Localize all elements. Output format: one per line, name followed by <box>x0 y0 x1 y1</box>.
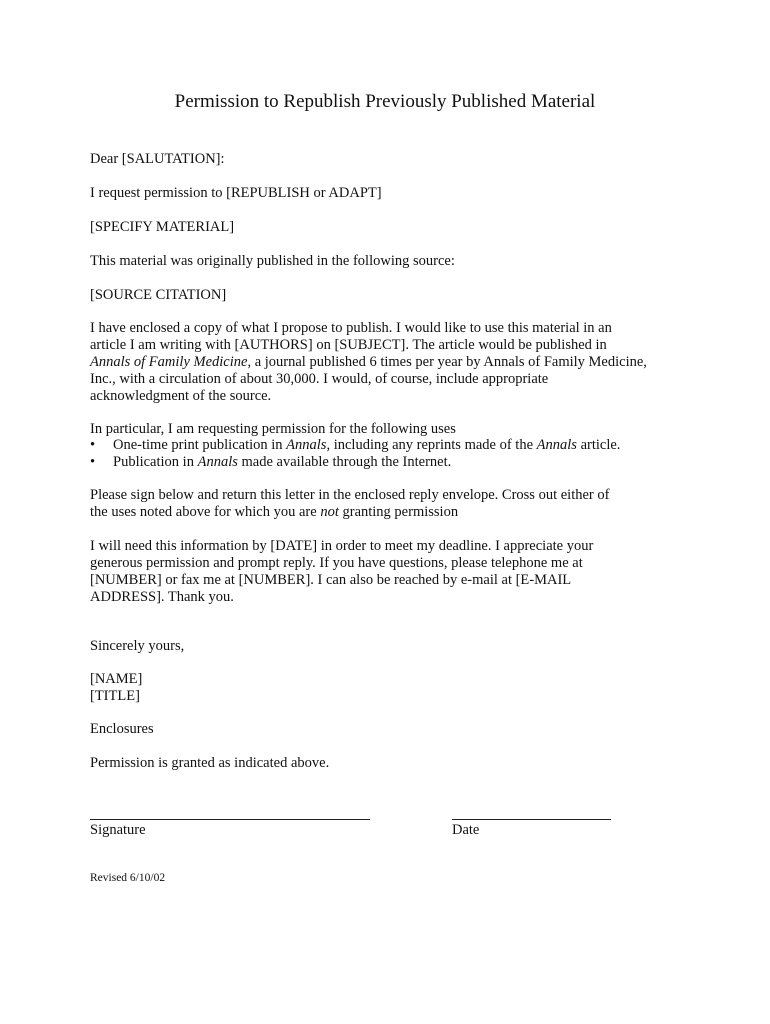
request-line: I request permission to [REPUBLISH or ADAPT] <box>90 185 382 201</box>
paragraph-line <box>90 354 680 371</box>
paragraph-deadline <box>90 538 680 606</box>
uses-list <box>90 437 620 471</box>
list-item <box>90 437 620 454</box>
signature-line[interactable] <box>90 819 370 820</box>
paragraph-line: generous permission and prompt reply. If you have questions, please telephone me at <box>90 555 583 571</box>
closing: Sincerely yours, <box>90 638 185 654</box>
signature-label: Signature <box>90 822 146 838</box>
paragraph-line: Please sign below and return this letter in the enclosed reply envelope. Cross out either of <box>90 487 610 503</box>
list-item-text: One-time print publication in Annals, including any reprints made of the Annals article. <box>113 437 621 453</box>
paragraph-line: I will need this information by [DATE] in order to meet my deadline. I appreciate your <box>90 538 594 554</box>
source-citation: [SOURCE CITATION] <box>90 287 227 303</box>
date-label: Date <box>452 822 480 838</box>
salutation: Dear [SALUTATION]: <box>90 151 225 167</box>
paragraph-line: article I am writing with [AUTHORS] on [SUBJECT]. The article would be published in <box>90 337 607 353</box>
paragraph-line: [NUMBER] or fax me at [NUMBER]. I can also be reached by e-mail at [E-MAIL <box>90 572 572 588</box>
enclosures: Enclosures <box>90 721 154 737</box>
bullet-icon: • <box>90 437 96 453</box>
paragraph-line: I have enclosed a copy of what I propose to publish. I would like to use this material in an <box>90 320 612 336</box>
sender-title: [TITLE] <box>90 688 140 704</box>
date-line[interactable] <box>452 819 611 820</box>
bullet-icon: • <box>90 454 96 470</box>
paragraph-line: ADDRESS]. Thank you. <box>90 589 234 605</box>
source-intro: This material was originally published in the following source: <box>90 253 455 269</box>
uses-intro: In particular, I am requesting permission for the following uses <box>90 421 456 437</box>
sender-name: [NAME] <box>90 671 143 687</box>
paragraph-text: , a journal published 6 times per year by Annals of Family Medicine, <box>247 354 647 370</box>
paragraph-line: Inc., with a circulation of about 30,000. I would, of course, include appropriate <box>90 371 549 387</box>
paragraph-line: acknowledgment of the source. <box>90 388 272 404</box>
list-item <box>90 454 620 471</box>
document-title: Permission to Republish Previously Published Material <box>174 91 596 112</box>
list-item-text: Publication in Annals made available through the Internet. <box>113 454 452 470</box>
paragraph-line: the uses noted above for which you are not granting permission <box>90 504 459 520</box>
paragraph-enclosed-copy <box>90 320 680 405</box>
paragraph-sign-below <box>90 487 680 521</box>
specify-material: [SPECIFY MATERIAL] <box>90 219 235 235</box>
permission-granted: Permission is granted as indicated above. <box>90 755 330 771</box>
revised-note: Revised 6/10/02 <box>90 872 166 884</box>
journal-name: Annals of Family Medicine <box>90 354 248 370</box>
